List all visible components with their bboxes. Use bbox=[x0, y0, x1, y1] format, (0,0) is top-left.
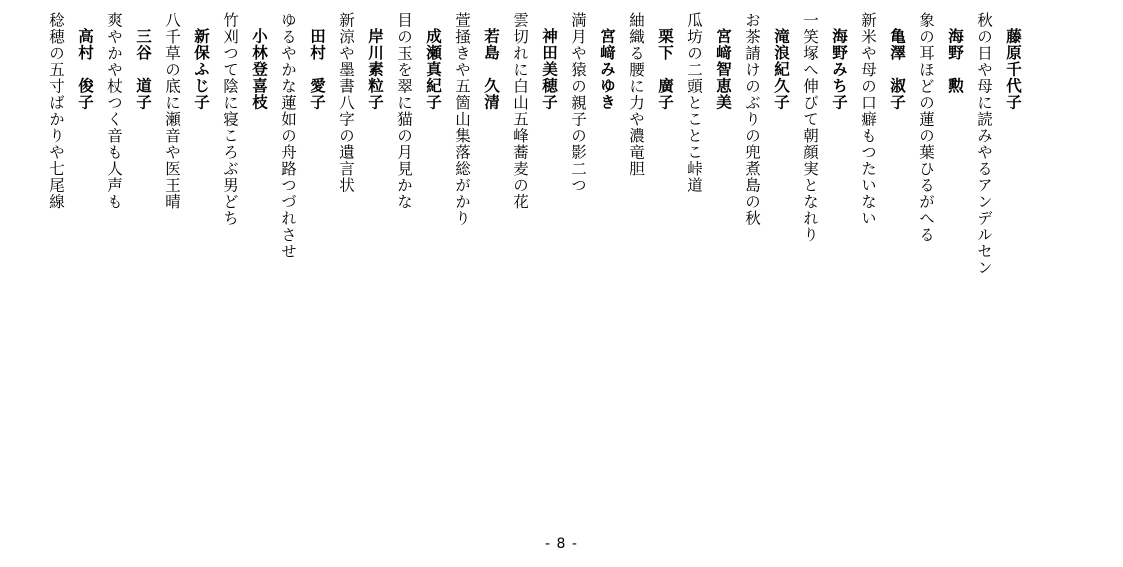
author-name: 三谷 道子 bbox=[134, 28, 152, 111]
author-name: 神田美穂子 bbox=[540, 28, 558, 111]
haiku-text: 竹刈つて陰に寝ころぶ男どち bbox=[221, 12, 239, 227]
haiku-text: 萱掻きや五箇山集落総がかり bbox=[453, 12, 471, 227]
haiku-text: ゆるやかな蓮如の舟路つづれさせ bbox=[279, 12, 297, 260]
haiku-text: 新涼や墨書八字の遺言状 bbox=[337, 12, 355, 194]
author-name: 海野みち子 bbox=[830, 28, 848, 111]
haiku-text: 象の耳ほどの蓮の葉ひるがへる bbox=[917, 12, 935, 243]
author-name: 宮﨑みゆき bbox=[598, 28, 616, 111]
haiku-text: 雲切れに白山五峰蕎麦の花 bbox=[511, 12, 529, 210]
haiku-text: 稔穂の五寸ばかりや七尾線 bbox=[47, 12, 65, 210]
haiku-text: 満月や猿の親子の影二つ bbox=[569, 12, 587, 194]
haiku-text: 爽やかや杖つく音も人声も bbox=[105, 12, 123, 210]
haiku-text: 秋の日や母に読みやるアンデルセン bbox=[975, 12, 993, 276]
author-name: 成瀬真紀子 bbox=[424, 28, 442, 111]
author-name: 若島 久清 bbox=[482, 28, 500, 111]
haiku-text: お茶請けのぶりの兜煮島の秋 bbox=[743, 12, 761, 227]
page-number: - 8 - bbox=[545, 536, 578, 552]
haiku-text: 一笑塚へ伸びて朝顔実となれり bbox=[801, 12, 819, 243]
haiku-text: 八千草の底に瀬音や医王晴 bbox=[163, 12, 181, 210]
author-name: 亀澤 淑子 bbox=[888, 28, 906, 111]
author-name: 滝浪紀久子 bbox=[772, 28, 790, 111]
author-name: 宮﨑智恵美 bbox=[714, 28, 732, 111]
author-name: 海野 勲 bbox=[946, 28, 964, 94]
author-name: 小林登喜枝 bbox=[250, 28, 268, 111]
author-name: 藤原千代子 bbox=[1004, 28, 1022, 111]
author-name: 新保ふじ子 bbox=[192, 28, 210, 111]
author-name: 田村 愛子 bbox=[308, 28, 326, 111]
haiku-text: 目の玉を翠に猫の月見かな bbox=[395, 12, 413, 210]
haiku-text: 新米や母の口癖もつたいない bbox=[859, 12, 877, 227]
author-name: 高村 俊子 bbox=[76, 28, 94, 111]
haiku-columns bbox=[41, 12, 1027, 512]
author-name: 岸川素粒子 bbox=[366, 28, 384, 111]
author-name: 栗下 廣子 bbox=[656, 28, 674, 111]
haiku-text: 紬織る腰に力や濃竜胆 bbox=[627, 12, 645, 177]
haiku-text: 瓜坊の二頭とことこ峠道 bbox=[685, 12, 703, 194]
